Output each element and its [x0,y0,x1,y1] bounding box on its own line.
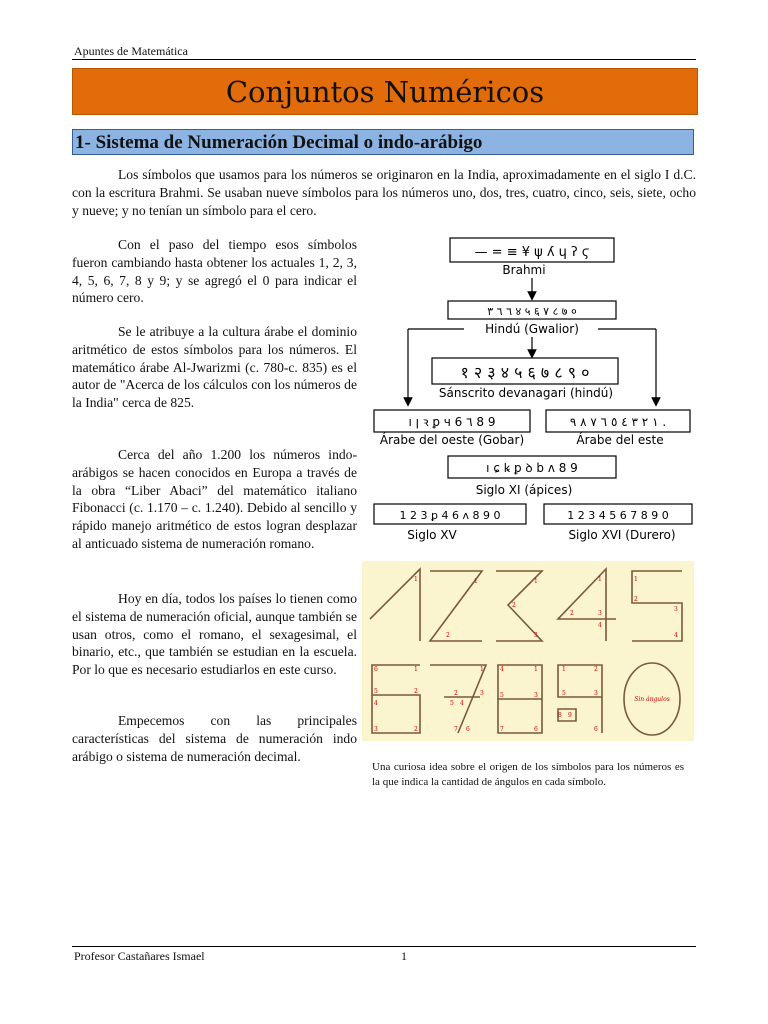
brahmi-label: Brahmi [502,263,546,277]
svg-text:3: 3 [594,690,598,697]
paragraph-3 [72,323,357,412]
svg-text:3: 3 [480,690,484,697]
svg-text:1: 1 [414,666,418,673]
running-header: Apuntes de Matemática [74,44,188,58]
svg-text:5: 5 [500,692,504,699]
svg-text:7: 7 [500,726,504,733]
svg-text:6: 6 [374,666,378,673]
svg-text:1: 1 [414,576,418,583]
svg-text:1: 1 [598,576,602,583]
arabe-oeste-label: Árabe del oeste (Gobar) [379,433,525,447]
figure-caption: Una curiosa idea sobre el origen de los símbolos para los números es la que indica la cantidad de ángulos en cada símbolo. [372,761,684,788]
svg-text:2: 2 [512,602,516,609]
brahmi-glyphs: — = ≡ ¥ ψ ʎ ɥ ʔ ϛ [474,245,590,260]
svg-text:4: 4 [500,666,504,673]
svg-text:1: 1 [534,666,538,673]
svg-text:1: 1 [480,666,484,673]
svg-text:2: 2 [414,688,418,695]
sanskrit-label: Sánscrito devanagari (hindú) [438,386,614,400]
paragraph-5-text: Hoy en día, todos los países lo tienen como el sistema de numeración oficial, aunque también se usan otros, como el romano, el sexagesimal, el binario, etc., que también se estudian en la escuela. Por lo que es necesario estudiarlos en este curso. [72,591,357,678]
svg-text:2: 2 [446,632,450,639]
svg-text:4: 4 [460,700,464,707]
angle-numerals-figure [362,561,694,741]
svg-text:2: 2 [414,726,418,733]
svg-text:8: 8 [558,712,562,719]
sanskrit-glyphs: १ २ ३ ४ ५ ६ ७ ८ ९ ० [460,363,590,382]
svg-text:3: 3 [374,726,378,733]
siglo-xv-label: Siglo XV [407,528,457,542]
siglo-xvi-label: Siglo XVI (Durero) [568,528,676,542]
svg-text:5: 5 [562,690,566,697]
svg-text:4: 4 [374,700,378,707]
header-rule [72,59,696,60]
svg-text:9: 9 [568,712,572,719]
svg-text:1: 1 [562,666,566,673]
figure-background [362,561,694,741]
page-number: 1 [401,949,407,963]
paragraph-1-text: Los símbolos que usamos para los números se originaron en la India, aproximadamente en el siglo I d.C. con la escritura Brahmi. Se usaban nueve símbolos para los números uno, dos, tres, cuatro, cinco, seis, siete, ocho y nueve; y no tenían un símbolo para el cero. [72,167,696,218]
siglo-xv-glyphs: 1 2 3 ꝑ 4 6 ʌ 8 9 0 [399,509,501,522]
paragraph-2-text: Con el paso del tiempo esos símbolos fueron cambiando hasta obtener los actuales 1, 2, 3, 4, 5, 6, 7, 8 y 9; y se agregó el 0 para indicar el número cero. [72,237,357,306]
paragraph-5 [72,590,357,679]
svg-text:1: 1 [534,578,538,585]
svg-text:7: 7 [454,726,458,733]
paragraph-3-text: Se le atribuye a la cultura árabe el dominio aritmético de estos símbolos para los números. El matemático árabe Al-Jwarizmi (c. 780-c. 835) es el autor de "Acerca de los cálculos con los números de la India" cerca de 825. [72,324,357,411]
paragraph-2 [72,236,357,307]
paragraph-4-text: Cerca del año 1.200 los números indo-arábigos se hacen conocidos en Europa a través de la obra “Liber Abaci” del matemático italiano Fibonacci (c. 1.170 – c. 1.240). Debido al sencillo y rápido manejo aritmético de estos logran desplazar al anticuado sistema de numeración romano. [72,447,357,551]
page-title: Conjuntos Numéricos [72,68,698,115]
svg-text:5: 5 [450,700,454,707]
svg-text:3: 3 [534,692,538,699]
arabe-oeste-glyphs: ı ꞁ ꝛ ꝑ ч 6 ٦ 8 9 [408,415,496,429]
paragraph-6-text: Empecemos con las principales características del sistema de numeración indo arábigo o sistema de numeración decimal. [72,713,357,764]
hindu-glyphs: ٦ ٦ ٣ ४ ५ ६ ٧ ८ ७ ० [487,305,577,318]
svg-text:1: 1 [634,576,638,583]
svg-text:2: 2 [634,596,638,603]
numeral-evolution-diagram [372,234,694,546]
hindu-label: Hindú (Gwalior) [485,322,579,336]
svg-text:3: 3 [534,632,538,639]
section-heading: 1- Sistema de Numeración Decimal o indo-arábigo [72,129,694,155]
svg-text:4: 4 [674,632,678,639]
svg-text:2: 2 [570,610,574,617]
siglo-xi-glyphs: ı ɕ ꝃ ꝑ ꝺ b ʌ 8 9 [486,461,578,475]
zero-angles-label: Sin ángulos [634,696,670,703]
paragraph-6 [72,712,357,765]
svg-text:5: 5 [374,688,378,695]
arabe-este-label: Árabe del este [576,433,664,447]
svg-text:6: 6 [534,726,538,733]
paragraph-4 [72,446,357,553]
svg-text:3: 3 [674,606,678,613]
svg-text:6: 6 [466,726,470,733]
svg-text:3: 3 [598,610,602,617]
svg-text:2: 2 [454,690,458,697]
svg-text:4: 4 [598,622,602,629]
svg-text:1: 1 [474,578,478,585]
svg-text:6: 6 [594,726,598,733]
siglo-xi-label: Siglo XI (ápices) [475,483,573,497]
paragraph-1 [72,166,696,219]
footer-author: Profesor Castañares Ismael [74,949,205,963]
svg-text:2: 2 [594,666,598,673]
arabe-este-glyphs: ١ ٢ ٣ ٤ ٥ ٦ ٧ ٨ ٩ . [569,415,667,429]
footer-rule [72,946,696,947]
siglo-xvi-glyphs: 1 2 3 4 5 6 7 8 9 0 [567,509,669,522]
